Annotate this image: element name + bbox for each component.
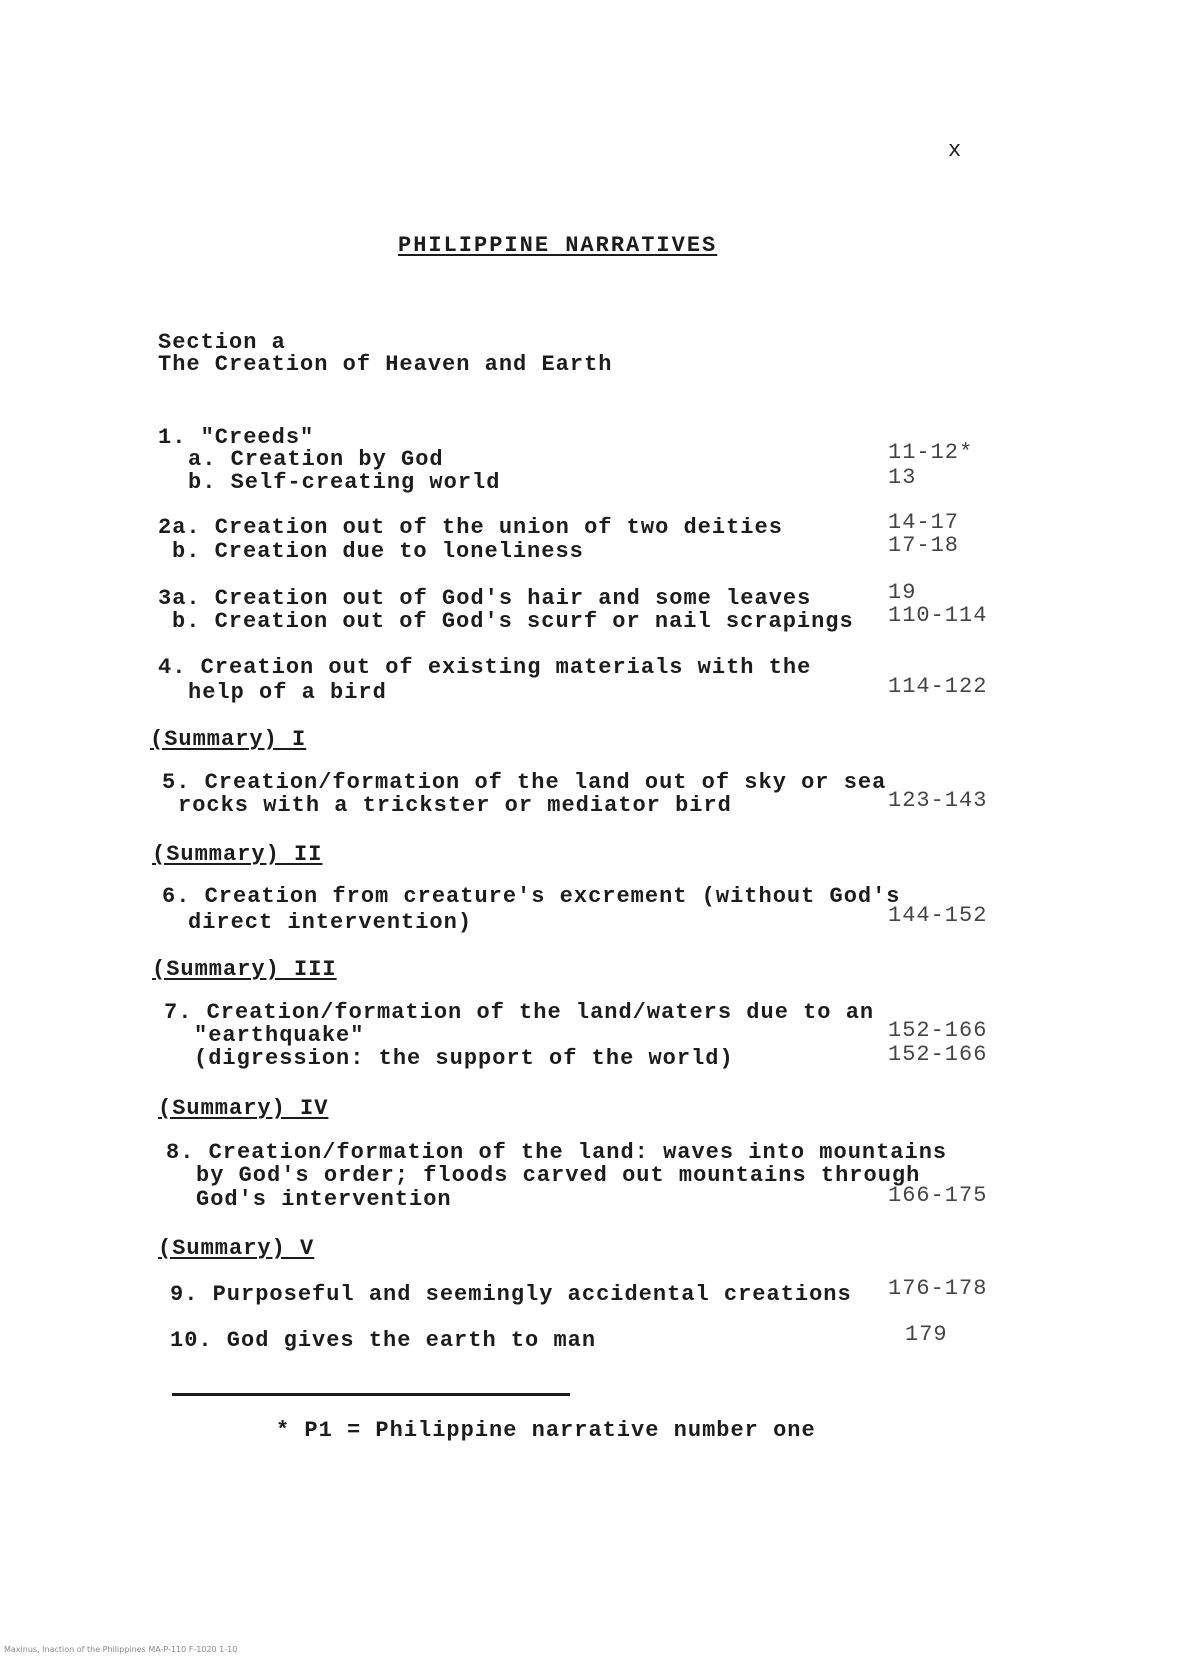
entry-6-line-1: 6. Creation from creature's excrement (without God's [162, 884, 901, 909]
entry-5-line-2: rocks with a trickster or mediator bird [178, 793, 732, 818]
entry-8-line-3: God's intervention [196, 1187, 452, 1212]
entry-3b-ref: 110-114 [888, 603, 988, 628]
summary-4: (Summary) IV [158, 1096, 329, 1121]
entry-2b-ref: 17-18 [888, 533, 960, 558]
entry-7-ref-1: 152-166 [888, 1018, 988, 1043]
entry-1-heading: 1. "Creeds" [158, 425, 315, 450]
entry-5-ref: 123-143 [888, 788, 988, 813]
scan-source-line: Maxinus, Inaction of the Philippines MA-P-110 F-1020 1-10 [4, 1645, 238, 1654]
entry-5-line-1: 5. Creation/formation of the land out of sky or sea [162, 770, 887, 795]
entry-4-line-1: 4. Creation out of existing materials with the [158, 655, 812, 680]
entry-8-line-1: 8. Creation/formation of the land: waves into mountains [166, 1140, 948, 1165]
entry-8-ref: 166-175 [888, 1183, 988, 1208]
entry-1b: b. Self-creating world [188, 470, 501, 495]
entry-3b: b. Creation out of God's scurf or nail scrapings [172, 609, 854, 634]
entry-9-ref: 176-178 [888, 1276, 988, 1301]
document-title: PHILIPPINE NARRATIVES [398, 233, 718, 258]
entry-1a-ref: 11-12* [888, 440, 974, 465]
section-title: The Creation of Heaven and Earth [158, 352, 613, 377]
entry-10: 10. God gives the earth to man [170, 1328, 597, 1353]
entry-1a: a. Creation by God [188, 447, 444, 472]
section-label: Section a [158, 330, 286, 355]
entry-7-ref-2: 152-166 [888, 1042, 988, 1067]
entry-4-line-2: help of a bird [188, 680, 387, 705]
summary-5: (Summary) V [158, 1236, 315, 1261]
entry-2a: 2a. Creation out of the union of two deities [158, 515, 783, 540]
entry-10-ref: 179 [905, 1322, 948, 1347]
entry-3a-ref: 19 [888, 580, 917, 605]
entry-2a-ref: 14-17 [888, 510, 960, 535]
entry-8-line-2: by God's order; floods carved out mountains through [196, 1163, 921, 1188]
summary-3: (Summary) III [152, 957, 337, 982]
entry-1b-ref: 13 [888, 465, 917, 490]
summary-2: (Summary) II [152, 842, 323, 867]
entry-6-ref: 144-152 [888, 903, 988, 928]
footnote-text: * P1 = Philippine narrative number one [276, 1418, 816, 1443]
footnote-divider [172, 1393, 570, 1396]
entry-7-line-1: 7. Creation/formation of the land/waters due to an [164, 1000, 875, 1025]
entry-2b: b. Creation due to loneliness [172, 539, 584, 564]
page-mark: x [948, 138, 963, 163]
summary-1: (Summary) I [150, 727, 307, 752]
entry-4-ref: 114-122 [888, 674, 988, 699]
entry-9: 9. Purposeful and seemingly accidental creations [170, 1282, 852, 1307]
entry-7-line-2: "earthquake" [194, 1023, 365, 1048]
entry-6-line-2: direct intervention) [188, 910, 473, 935]
entry-7-line-3: (digression: the support of the world) [194, 1046, 734, 1071]
entry-3a: 3a. Creation out of God's hair and some leaves [158, 586, 812, 611]
